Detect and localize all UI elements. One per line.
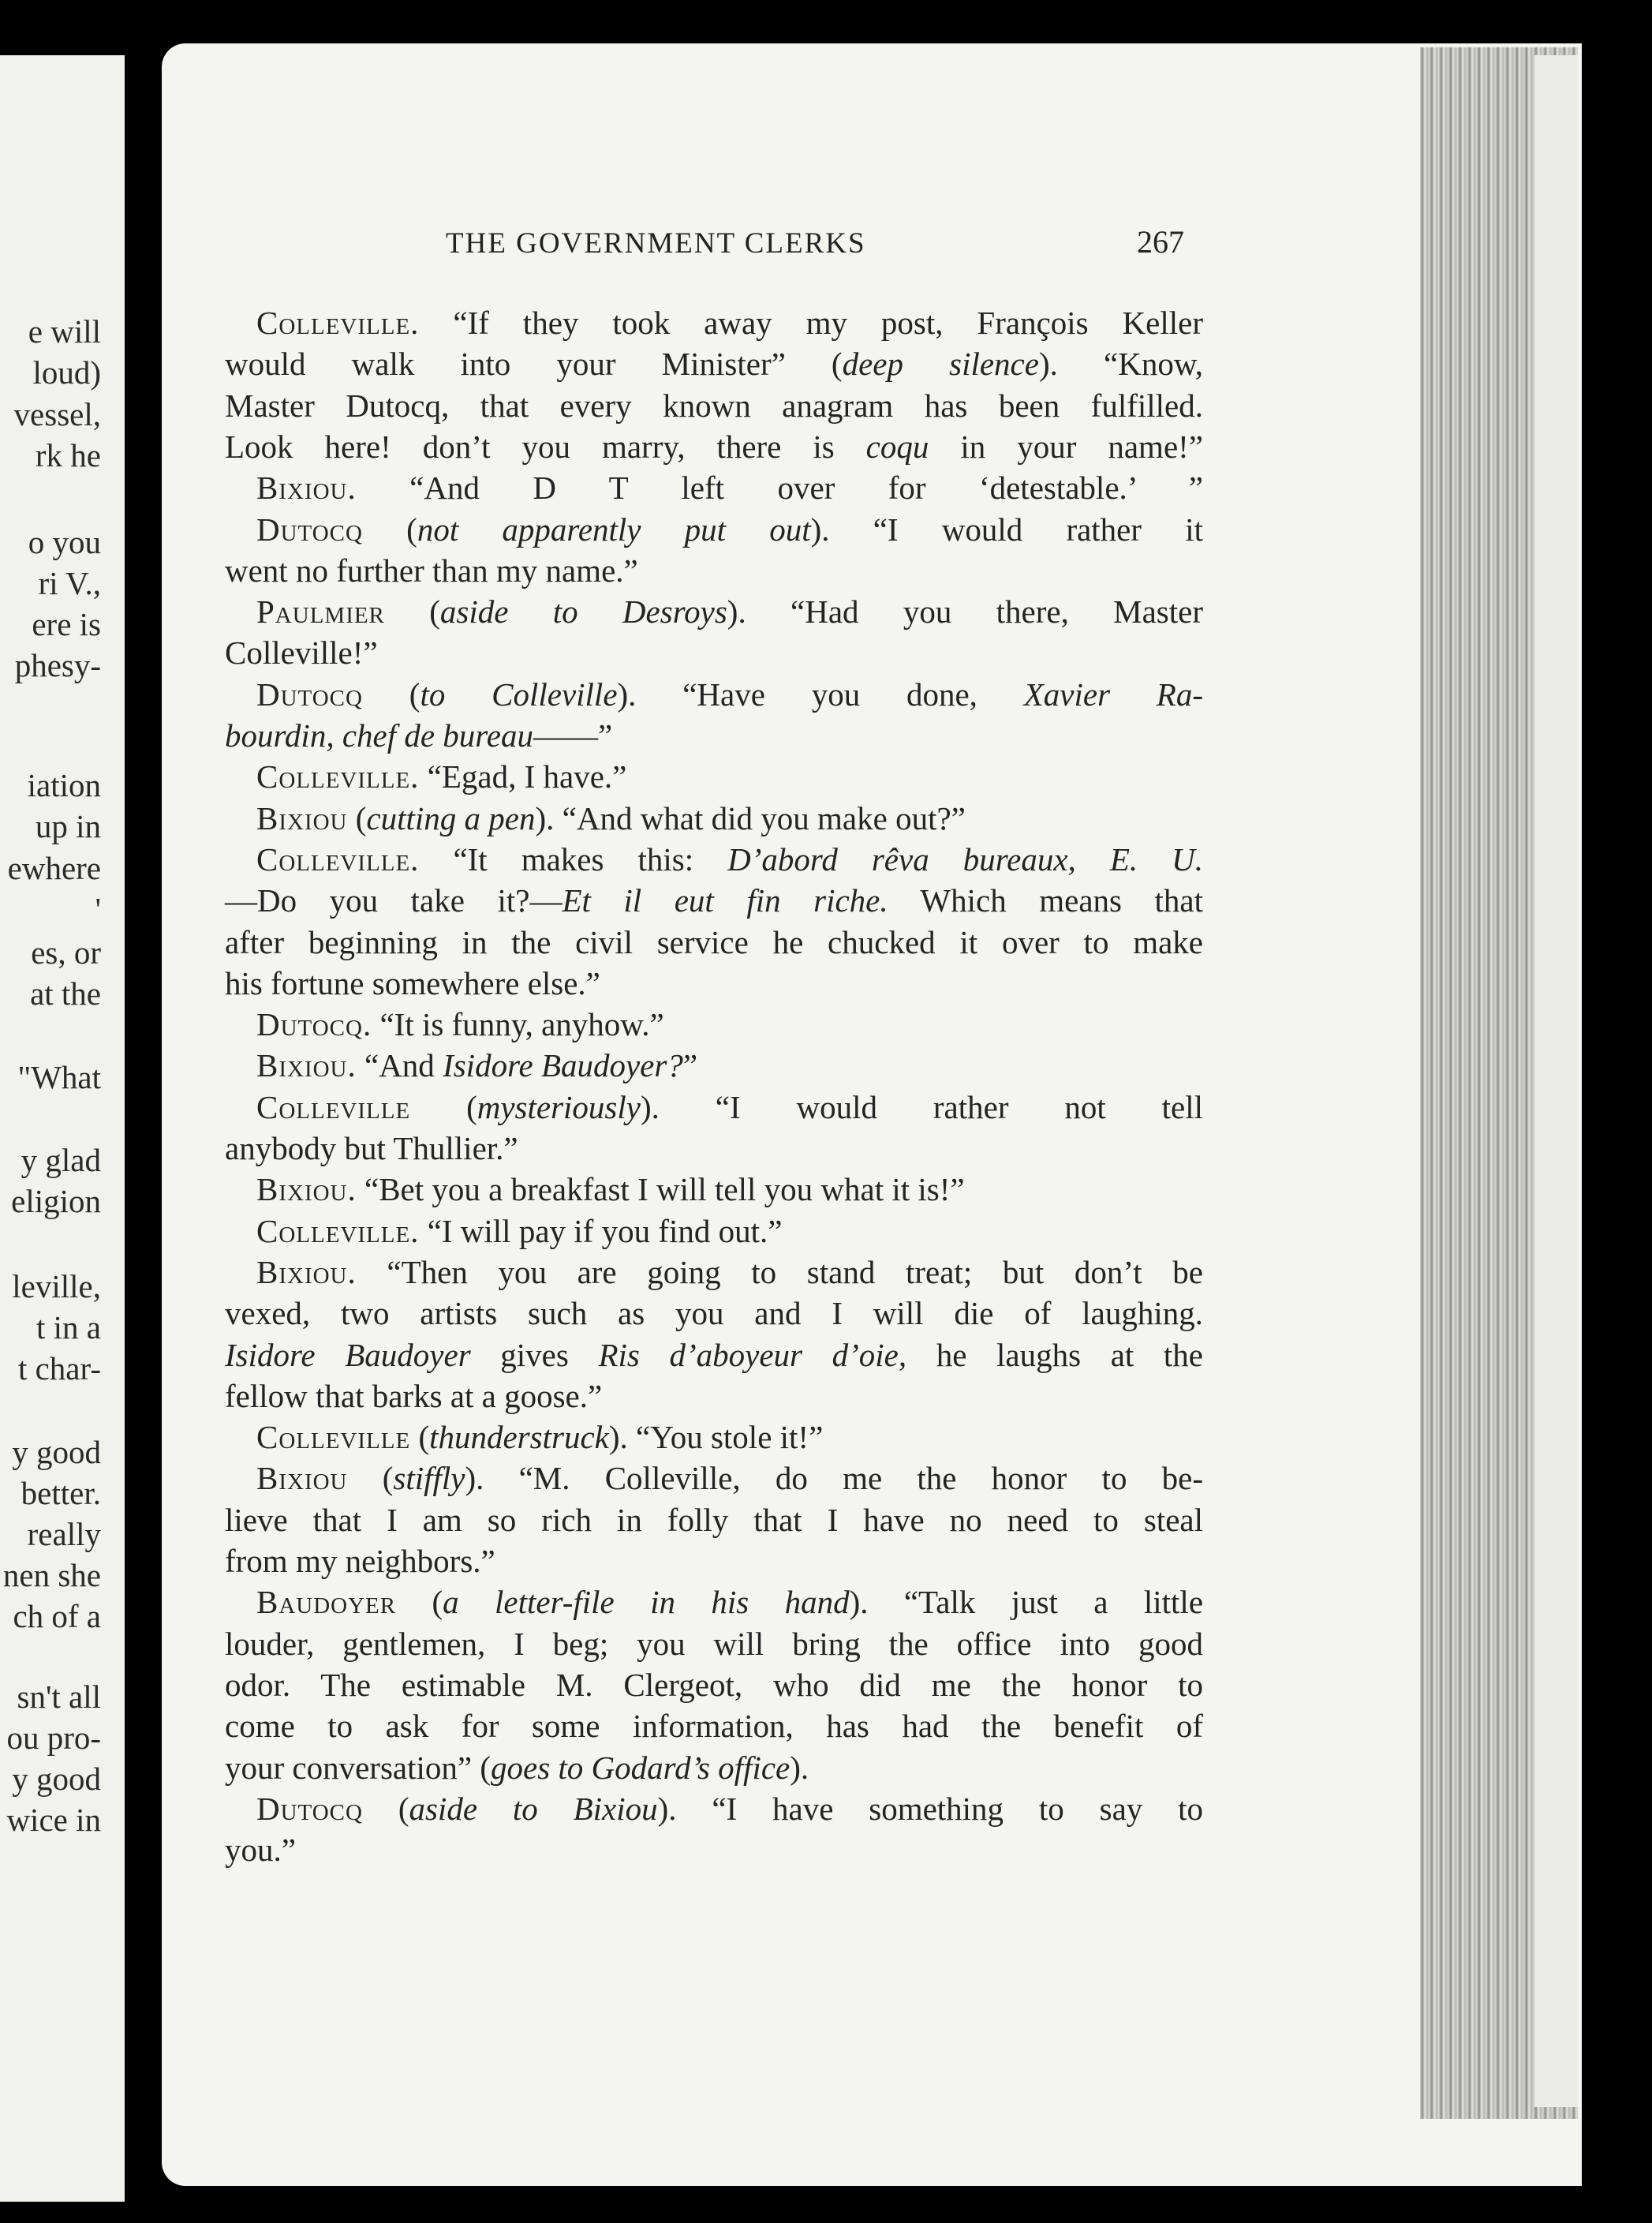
text-line — [256, 1418, 1203, 1456]
left-page-fragment: ch of a — [13, 1598, 101, 1634]
left-page-fragment: "What — [17, 1059, 101, 1095]
text-line — [225, 881, 1203, 919]
text-run: ( — [384, 593, 440, 631]
italic-text: Ris d’aboyeur d’oie, — [598, 1336, 907, 1373]
text-run: after beginning in the civil service he chucked it over to make — [225, 923, 1203, 960]
text-line — [256, 1088, 1203, 1126]
italic-text: Isidore Baudoyer — [225, 1336, 471, 1373]
text-run: “If they took away my post, François Keller — [419, 305, 1203, 341]
text-run: gives — [470, 1336, 599, 1373]
left-page-fragment: y glad — [21, 1142, 101, 1178]
text-line — [225, 1377, 1203, 1415]
text-run: ). “You stole it!” — [608, 1419, 824, 1456]
text-line — [225, 964, 1203, 1002]
left-page-fragment: ere is — [32, 606, 101, 642]
text-run: ). “Had you there, Master — [727, 593, 1203, 631]
text-run: ). “Know, — [1038, 346, 1204, 383]
italic-text: cutting a pen — [366, 799, 536, 836]
speaker-name: Colleville. — [256, 840, 420, 878]
text-run: ). “M. Colleville, do me the honor to be- — [465, 1460, 1204, 1497]
text-run: ). “I would rather not tell — [640, 1088, 1203, 1125]
left-page-fragment: nen she — [2, 1557, 101, 1593]
page-number: 267 — [1137, 224, 1184, 260]
speaker-name: Colleville. — [256, 305, 420, 341]
text-line — [225, 387, 1203, 425]
speaker-name: Paulmier — [256, 593, 385, 631]
text-run: ( — [347, 1460, 394, 1497]
italic-text: coqu — [865, 428, 929, 465]
left-page-fragment: loud) — [32, 354, 101, 391]
italic-text: Xavier Ra- — [1023, 676, 1204, 713]
text-line — [225, 1501, 1203, 1539]
text-line — [225, 1831, 1203, 1869]
text-run: Look here! don’t you marry, there is — [225, 428, 866, 465]
italic-text: Isidore Baudoyer? — [443, 1047, 683, 1084]
text-run: “And — [356, 1047, 443, 1084]
left-page-fragment: y good — [12, 1434, 101, 1470]
italic-text: aside to Desroys — [439, 593, 727, 631]
text-line — [256, 840, 1203, 878]
left-page-fragment: es, or — [31, 934, 101, 971]
text-run: odor. The estimable M. Clergeot, who did me the honor to — [225, 1666, 1203, 1703]
text-line — [225, 1707, 1203, 1745]
speaker-name: Dutocq. — [256, 1006, 372, 1043]
left-page-fragment: ou pro- — [6, 1720, 101, 1756]
text-line — [256, 469, 1203, 507]
left-page-fragment: ' — [95, 891, 101, 927]
left-page-fragment: o you — [28, 524, 101, 560]
text-run: ( — [410, 1088, 477, 1125]
text-line — [225, 1129, 1203, 1167]
speaker-name: Bixiou. — [256, 1171, 357, 1208]
left-page-fragment: leville, — [12, 1268, 101, 1304]
left-facing-page — [0, 55, 125, 2202]
italic-text: Et il eut fin riche. — [562, 882, 888, 919]
text-run: went no further than my name.” — [225, 552, 638, 589]
left-page-fragment: at the — [30, 975, 101, 1012]
speaker-name: Bixiou. — [256, 1047, 357, 1084]
text-run: come to ask for some information, has had the benefit of — [225, 1708, 1203, 1745]
speaker-name: Bixiou — [256, 799, 348, 836]
speaker-name: Dutocq — [256, 676, 363, 713]
speaker-name: Dutocq — [256, 511, 363, 548]
text-line — [256, 1253, 1203, 1291]
text-line — [256, 1212, 1203, 1250]
text-run: ” — [682, 1047, 698, 1084]
italic-text: goes to Godard’s office — [491, 1749, 790, 1786]
text-run: “Then you are going to stand treat; but don’t be — [356, 1253, 1203, 1290]
left-page-fragment: t in a — [36, 1309, 101, 1345]
text-run: ( — [362, 676, 420, 713]
text-line — [225, 1294, 1203, 1332]
text-run: “I will pay if you find out.” — [419, 1212, 783, 1249]
text-run: “And D T left over for ‘detestable.’ ” — [356, 470, 1203, 507]
text-line — [225, 1336, 1203, 1374]
text-run: ( — [347, 799, 367, 836]
text-run: ). “I would rather it — [810, 511, 1203, 548]
italic-text: thunderstruck — [429, 1419, 609, 1456]
text-run: Which means that — [888, 882, 1203, 919]
text-line — [256, 676, 1203, 713]
text-run: louder, gentlemen, I beg; you will bring the office into good — [225, 1625, 1203, 1662]
text-run: your conversation” ( — [225, 1749, 491, 1786]
text-line — [225, 923, 1203, 961]
text-run: ( — [362, 1790, 409, 1827]
text-line — [225, 552, 1203, 589]
left-page-fragment: rk he — [35, 437, 101, 473]
running-head: THE GOVERNMENT CLERKS — [446, 227, 866, 260]
text-line — [256, 1170, 1203, 1208]
text-run: fellow that barks at a goose.” — [225, 1377, 603, 1414]
speaker-name: Bixiou — [256, 1460, 348, 1497]
left-page-fragment: ri V., — [38, 565, 101, 601]
speaker-name: Dutocq — [256, 1790, 363, 1827]
left-page-fragment: t char- — [17, 1350, 101, 1387]
text-line — [225, 1625, 1203, 1663]
speaker-name: Colleville — [256, 1088, 411, 1125]
left-page-fragment: ewhere — [7, 850, 101, 886]
left-page-fragment: iation — [27, 767, 101, 803]
italic-text: to Colleville — [420, 676, 618, 713]
text-line — [256, 1046, 1203, 1084]
left-page-fragment: really — [27, 1516, 101, 1552]
text-run: ). “Talk just a little — [849, 1584, 1204, 1621]
text-run: ——” — [533, 717, 613, 754]
text-line — [225, 345, 1203, 383]
text-run: anybody but Thullier.” — [225, 1130, 518, 1166]
italic-text: D’abord rêva bureaux, E. U. — [727, 840, 1203, 878]
italic-text: aside to Bixiou — [409, 1790, 658, 1827]
text-line — [225, 428, 1203, 466]
text-line — [256, 758, 1203, 795]
text-run: ). “Have you done, — [617, 676, 1024, 713]
speaker-name: Colleville. — [256, 1212, 420, 1249]
left-page-fragment: vessel, — [13, 396, 101, 432]
text-run: you.” — [225, 1832, 296, 1869]
text-run: he laughs at the — [906, 1336, 1204, 1373]
text-line — [225, 634, 1203, 672]
text-line — [225, 1542, 1203, 1580]
text-run: “It is funny, anyhow.” — [372, 1006, 664, 1043]
text-line — [225, 717, 1203, 754]
italic-text: mysteriously — [477, 1088, 641, 1125]
book-page — [162, 43, 1582, 2186]
text-line — [256, 304, 1203, 342]
left-page-fragment: wice in — [6, 1802, 101, 1838]
text-line — [256, 1005, 1203, 1043]
text-run: lieve that I am so rich in folly that I have no need to steal — [225, 1501, 1203, 1538]
text-line — [256, 1459, 1203, 1497]
text-run: Master Dutocq, that every known anagram has been fulfilled. — [225, 387, 1203, 424]
page-edges-highlight — [1534, 55, 1578, 2107]
text-run: in your name!” — [929, 428, 1203, 465]
text-run: would walk into your Minister” ( — [225, 346, 843, 383]
italic-text: bourdin, chef de bureau — [225, 717, 533, 754]
text-run: ( — [410, 1419, 430, 1456]
text-line — [256, 1790, 1203, 1828]
left-page-fragment: eligion — [11, 1183, 101, 1219]
text-run: Colleville!” — [225, 634, 378, 672]
text-run: “It makes this: — [419, 840, 728, 878]
text-run: vexed, two artists such as you and I will die of laughing. — [225, 1295, 1203, 1332]
text-line — [225, 1666, 1203, 1704]
left-page-fragment: better. — [21, 1475, 101, 1511]
text-line — [256, 511, 1203, 548]
speaker-name: Bixiou. — [256, 470, 357, 507]
speaker-name: Colleville. — [256, 758, 420, 795]
speaker-name: Colleville — [256, 1419, 411, 1456]
italic-text: deep silence — [842, 346, 1039, 383]
left-page-fragment: sn't all — [17, 1678, 101, 1715]
text-run: ). — [790, 1749, 809, 1786]
text-line — [256, 799, 1203, 837]
left-page-fragment: up in — [35, 808, 101, 844]
text-line — [256, 593, 1203, 631]
text-line — [256, 1583, 1203, 1621]
italic-text: stiffly — [393, 1460, 465, 1497]
speaker-name: Baudoyer — [256, 1584, 397, 1621]
text-run: ( — [396, 1584, 443, 1621]
text-run: —Do you take it?— — [225, 882, 563, 919]
text-run: from my neighbors.” — [225, 1543, 495, 1579]
italic-text: not apparently put out — [417, 511, 811, 548]
left-page-fragment: y good — [12, 1761, 101, 1797]
text-run: ). “I have something to say to — [657, 1790, 1203, 1827]
text-run: “Egad, I have.” — [419, 758, 627, 795]
text-line — [225, 1749, 1203, 1787]
text-run: his fortune somewhere else.” — [225, 964, 600, 1001]
speaker-name: Bixiou. — [256, 1253, 357, 1290]
text-run: ). “And what did you make out?” — [535, 799, 966, 836]
italic-text: a letter-file in his hand — [443, 1584, 850, 1621]
text-run: ( — [362, 511, 417, 548]
left-page-fragment: phesy- — [14, 647, 101, 683]
left-page-fragment: e will — [28, 313, 101, 350]
text-run: “Bet you a breakfast I will tell you what it is!” — [356, 1171, 965, 1208]
